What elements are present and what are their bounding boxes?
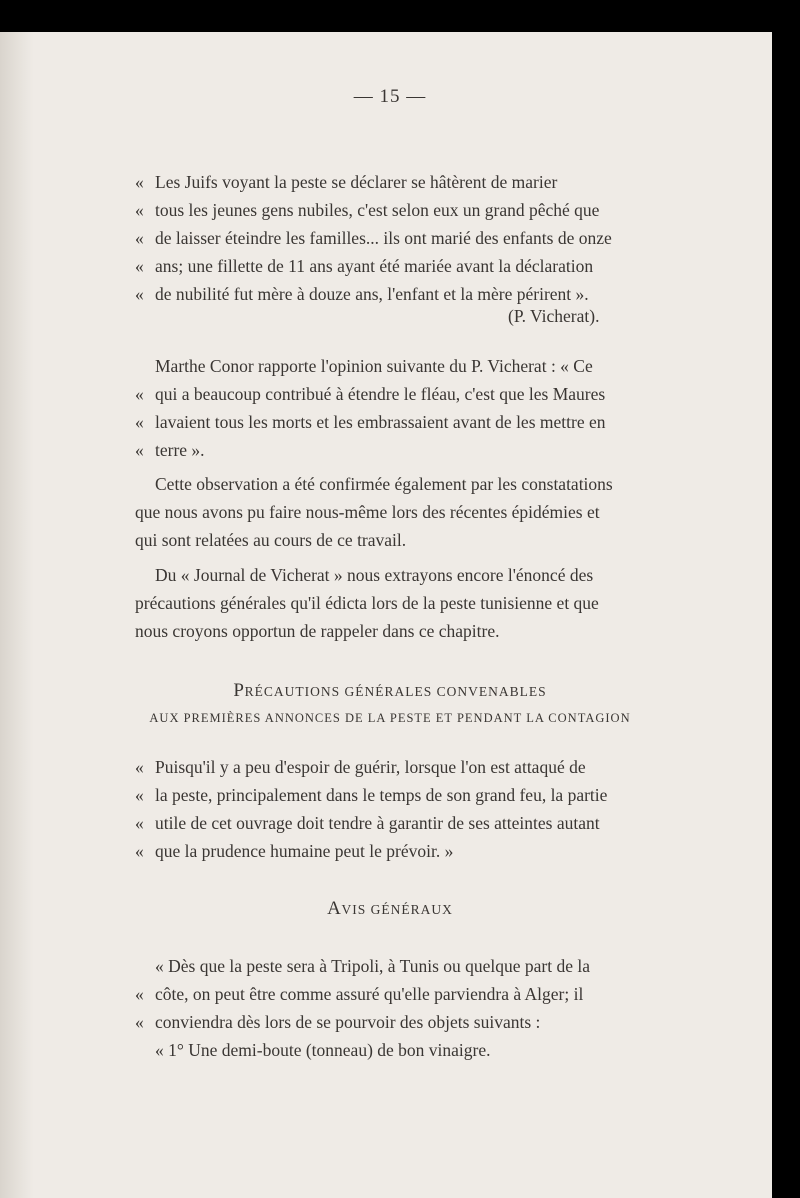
text-line: Cette observation a été confirmée également par les constatations	[155, 474, 613, 494]
section-subheading: AUX PREMIÈRES ANNONCES DE LA PESTE ET PENDANT LA CONTAGION	[149, 711, 631, 725]
text-line: « tous les jeunes gens nubiles, c'est selon eux un grand pêché que	[135, 200, 600, 220]
text-line: « qui a beaucoup contribué à étendre le fléau, c'est que les Maures	[135, 384, 606, 404]
text-line: « 1° Une demi-boute (tonneau) de bon vinaigre.	[155, 1040, 491, 1060]
text-line: Marthe Conor rapporte l'opinion suivante du P. Vicherat : « Ce	[155, 356, 593, 376]
text-line: « terre ».	[135, 440, 205, 460]
text-line: « Puisqu'il y a peu d'espoir de guérir, lorsque l'on est attaqué de	[135, 757, 586, 777]
text-line: Du « Journal de Vicherat » nous extrayons encore l'énoncé des	[155, 565, 594, 585]
section-heading: PRÉCAUTIONS GÉNÉRALES CONVENABLES	[233, 680, 547, 701]
text-line: « de laisser éteindre les familles... ils ont marié des enfants de onze	[135, 228, 612, 248]
text-line: nous croyons opportun de rappeler dans ce chapitre.	[135, 621, 500, 641]
text-line: « utile de cet ouvrage doit tendre à garantir de ses atteintes autant	[135, 813, 600, 833]
text-line: « de nubilité fut mère à douze ans, l'enfant et la mère périrent ».	[135, 284, 589, 304]
text-line: que nous avons pu faire nous-même lors des récentes épidémies et	[135, 502, 600, 522]
text-line: « côte, on peut être comme assuré qu'elle parviendra à Alger; il	[135, 984, 584, 1004]
text-line: « Dès que la peste sera à Tripoli, à Tunis ou quelque part de la	[155, 956, 591, 976]
text-line: « ans; une fillette de 11 ans ayant été mariée avant la déclaration	[135, 256, 594, 276]
section-heading: AVIS GÉNÉRAUX	[327, 898, 453, 919]
text-line: « que la prudence humaine peut le prévoir. »	[135, 841, 454, 861]
text-line: « conviendra dès lors de se pourvoir des objets suivants :	[135, 1012, 541, 1032]
page-number: — 15 —	[353, 86, 427, 107]
page-gutter-shadow	[0, 32, 34, 1198]
attribution: (P. Vicherat).	[508, 306, 600, 326]
text-line: « la peste, principalement dans le temps de son grand feu, la partie	[135, 785, 608, 805]
text-line: précautions générales qu'il édicta lors de la peste tunisienne et que	[135, 593, 599, 613]
text-line: « lavaient tous les morts et les embrassaient avant de les mettre en	[135, 412, 606, 432]
text-line: qui sont relatées au cours de ce travail.	[135, 530, 407, 550]
text-line: « Les Juifs voyant la peste se déclarer se hâtèrent de marier	[135, 172, 558, 192]
